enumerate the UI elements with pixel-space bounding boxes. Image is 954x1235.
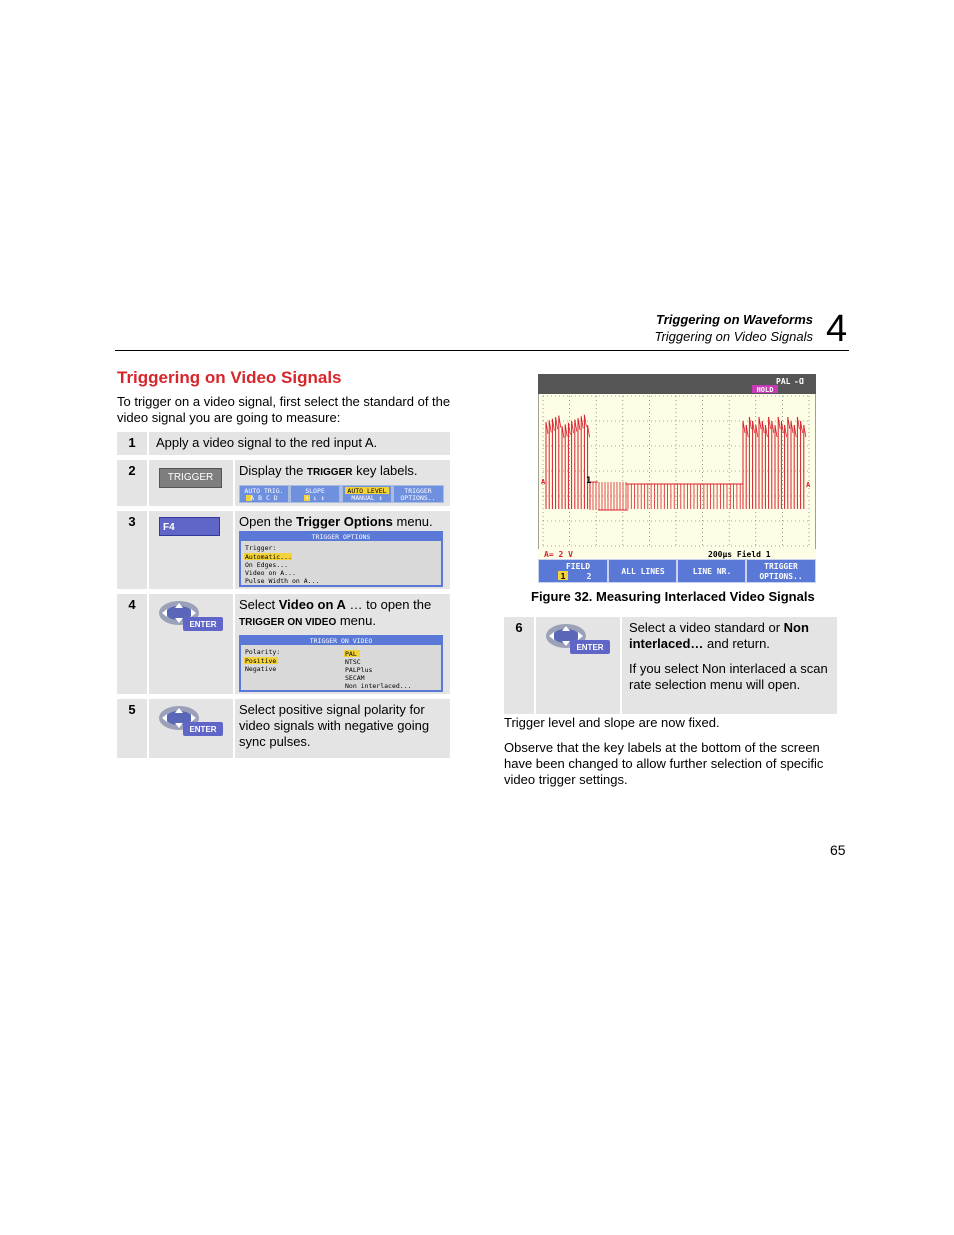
menu-item-secam: SECAM <box>345 674 365 682</box>
navigation-enter-icon <box>544 622 616 656</box>
step-text: Display the TRIGGER key labels. <box>239 463 418 478</box>
key-label-slope-options: ↑ ↓ ↕ <box>305 494 325 502</box>
chapter-number: 4 <box>826 308 848 350</box>
running-header-chapter: Triggering on Waveforms <box>656 312 813 327</box>
key-label-manual: MANUAL ↕ <box>351 494 383 502</box>
timebase-readout: 200µs Field 1 <box>708 550 771 559</box>
page-number: 65 <box>830 842 846 858</box>
navigation-enter-icon <box>157 704 229 738</box>
svg-text:1: 1 <box>560 572 566 581</box>
step-text: Open the Trigger Options menu. <box>239 514 433 529</box>
figure-caption: Figure 32. Measuring Interlaced Video Signals <box>531 589 815 604</box>
key-label-slope: SLOPE <box>305 487 325 495</box>
step-text: Select positive signal polarity for video signals with negative going sync pulses. <box>239 702 430 749</box>
step-note: If you select Non interlaced a scan rate selection menu will open. <box>629 661 828 692</box>
step-number: 2 <box>128 463 136 478</box>
intro-paragraph: To trigger on a video signal, first select the standard of the video signal you are going to measure: <box>117 394 451 425</box>
menu-title: TRIGGER OPTIONS <box>311 533 371 541</box>
section-title: Triggering on Video Signals <box>117 368 342 387</box>
menu-item-automatic: Automatic... <box>245 553 292 561</box>
step-1 <box>117 432 450 460</box>
key-label-trigger: TRIGGER <box>404 487 432 495</box>
step-4 <box>117 594 450 699</box>
key-label-options: OPTIONS.. <box>400 494 436 502</box>
channel-a-marker-right: A <box>806 481 811 489</box>
svg-text:ALL LINES: ALL LINES <box>621 567 665 576</box>
video-standard-label: PAL <box>776 377 791 386</box>
navigation-enter-icon <box>157 599 229 633</box>
trigger-point-marker: 1 <box>586 476 592 486</box>
key-label-auto-trig: AUTO TRIG. <box>244 487 284 495</box>
svg-text:ENTER: ENTER <box>576 643 604 652</box>
trigger-options-menu <box>239 531 443 587</box>
step-6 <box>504 617 837 714</box>
key-label-auto-level: AUTO LEVEL <box>347 487 387 495</box>
scope-screenshot <box>538 374 816 583</box>
trigger-slope-icon: -Ɑ <box>794 377 804 386</box>
menu-item-pulse-width: Pulse Width on A... <box>245 577 320 585</box>
step-number: 5 <box>128 702 136 717</box>
menu-item-negative: Negative <box>245 665 277 673</box>
channel-a-marker-left: A <box>541 478 546 486</box>
f4-key-icon: F4 <box>159 517 220 536</box>
step-text: Select a video standard or Non interlaced… and return. If you select Non interlaced a scan rate selection menu will open. <box>629 620 831 693</box>
step-number: 4 <box>128 597 136 612</box>
svg-text:OPTIONS..: OPTIONS.. <box>759 572 803 581</box>
paragraph-fixed: Trigger level and slope are now fixed. <box>504 715 720 730</box>
header-rule <box>115 350 849 351</box>
svg-text:TRIGGER: TRIGGER <box>764 562 798 571</box>
menu-title: TRIGGER ON VIDEO <box>309 637 373 645</box>
menu-item-ntsc: NTSC <box>345 658 361 666</box>
step-number: 1 <box>128 435 136 450</box>
step-text: Select Video on A … to open the TRIGGER ON VIDEO menu. <box>239 597 432 628</box>
step-number: 6 <box>515 620 523 635</box>
svg-text:ENTER: ENTER <box>189 725 217 734</box>
channel-a-readout: A= 2 V <box>544 550 573 559</box>
menu-item-pal: PAL <box>345 650 357 658</box>
svg-text:2: 2 <box>586 572 592 581</box>
steps-table <box>117 432 450 758</box>
paragraph-key-labels: Observe that the key labels at the bottom of the screen have been changed to allow further selection of specific video trigger settings. <box>504 740 824 787</box>
step-text: Apply a video signal to the red input A. <box>156 435 378 450</box>
menu-item-palplus: PALPlus <box>345 666 373 674</box>
menu-heading: Polarity: <box>245 648 281 656</box>
trigger-key-labels <box>239 485 444 503</box>
svg-text:LINE NR.: LINE NR. <box>692 567 732 576</box>
step-number: 3 <box>128 514 136 529</box>
menu-item-on-edges: On Edges... <box>245 561 289 569</box>
step-2 <box>117 460 450 511</box>
step-3 <box>117 511 450 594</box>
running-header-section: Triggering on Video Signals <box>654 329 813 344</box>
trigger-key-icon: TRIGGER <box>159 468 222 488</box>
menu-item-positive: Positive <box>245 657 277 665</box>
menu-item-non-interlaced: Non interlaced... <box>345 682 412 690</box>
menu-heading: Trigger: <box>245 544 277 552</box>
key-label-channels: A B C D <box>250 494 278 502</box>
svg-text:ENTER: ENTER <box>189 620 217 629</box>
trigger-on-video-menu <box>239 635 443 692</box>
step-5 <box>117 699 450 758</box>
hold-label: HOLD <box>756 386 774 394</box>
svg-text:FIELD: FIELD <box>565 562 591 571</box>
menu-item-video-on-a: Video on A... <box>245 569 296 577</box>
